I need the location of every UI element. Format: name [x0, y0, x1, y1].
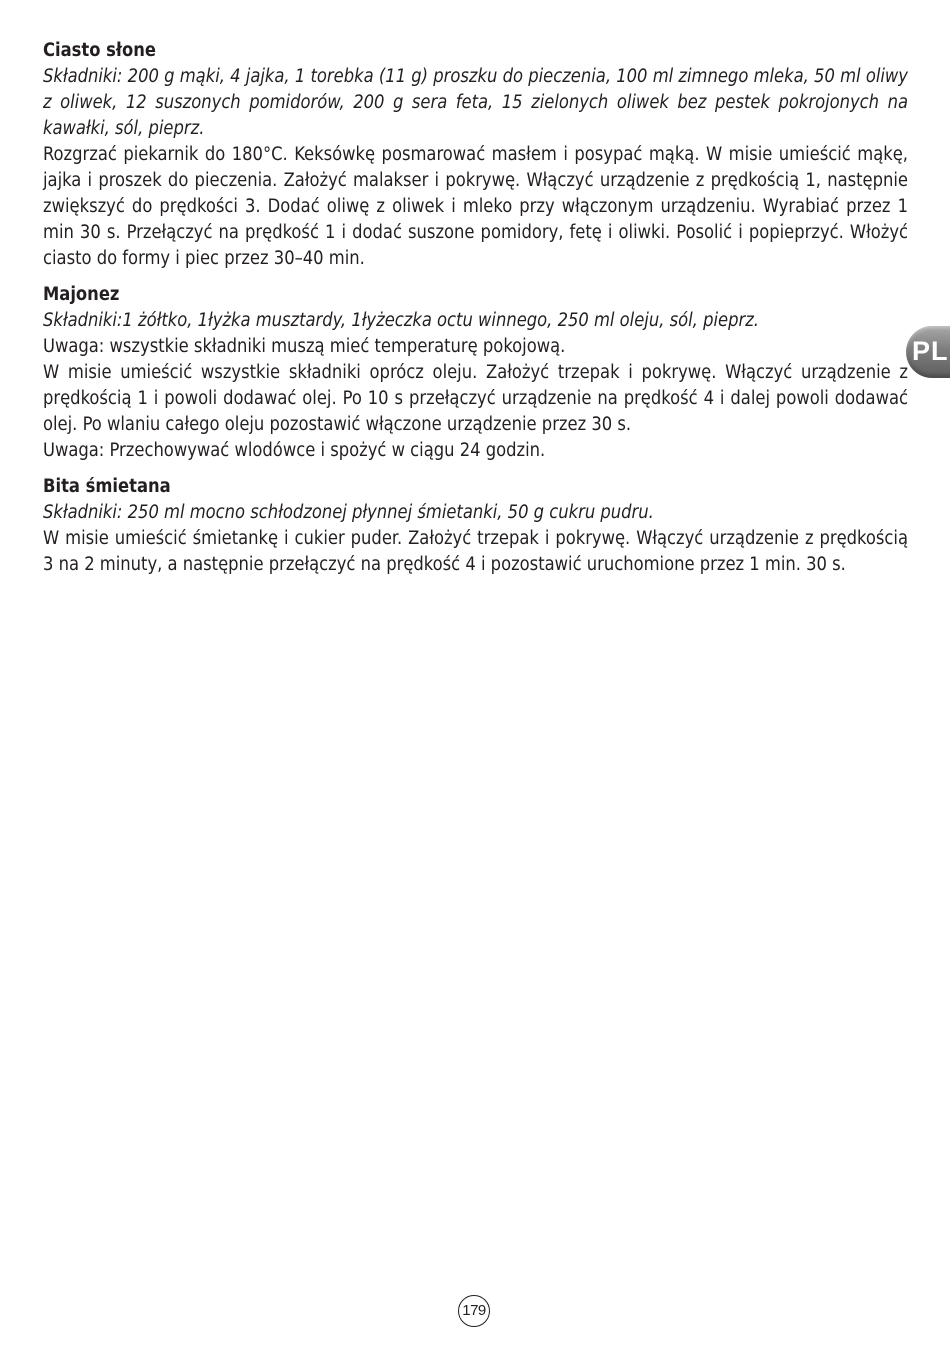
language-tab-label: PL: [912, 336, 949, 366]
instructions-paragraph: Rozgrzać piekarnik do 180°C. Keksówkę posmarować masłem i posypać mąką. W misie umieścić mąkę, jajka i proszek do pieczenia. Założyć malakser i pokrywę. Włączyć urządzenie z prędkością 1, następnie zwiększyć do prędkości 3. Dodać oliwę z oliwek i mleko przy włączonym urządzeniu. Wyrabiać przez 1 min 30 s. Przełączyć na prędkość 1 i dodać suszone pomidory, fetę i oliwki. Posolić i popieprzyć. Włożyć ciasto do formy i piec przez 30–40 min.: [43, 144, 908, 269]
recipe-section-majonez: [43, 282, 908, 464]
page-number: 179: [458, 1295, 490, 1327]
section-title: Majonez: [43, 284, 120, 305]
language-tab: [906, 326, 950, 378]
note-paragraph: Uwaga: Przechowywać wlodówce i spożyć w ciągu 24 godzin.: [43, 440, 546, 461]
ingredients-text: Składniki:1 żółtko, 1łyżka musztardy, 1łyżeczka octu winnego, 250 ml oleju, sól, pieprz.: [43, 310, 759, 331]
document-body: [43, 38, 908, 588]
note-paragraph: Uwaga: wszystkie składniki muszą mieć temperaturę pokojową.: [43, 336, 566, 357]
recipe-section-ciasto-slone: [43, 38, 908, 272]
recipe-section-bita-smietana: [43, 474, 908, 578]
instructions-paragraph: W misie umieścić wszystkie składniki oprócz oleju. Założyć trzepak i pokrywę. Włączyć urządzenie z prędkością 1 i powoli dodawać olej. Po 10 s przełączyć urządzenie na prędkość 4 i dalej powoli dodawać olej. Po wlaniu całego oleju pozostawić włączone urządzenie przez 30 s.: [43, 362, 908, 435]
ingredients-text: Składniki: 250 ml mocno schłodzonej płynnej śmietanki, 50 g cukru pudru.: [43, 502, 654, 523]
instructions-paragraph: W misie umieścić śmietankę i cukier puder. Założyć trzepak i pokrywę. Włączyć urządzenie z prędkością 3 na 2 minuty, a następnie przełączyć na prędkość 4 i pozostawić uruchomione przez 1 min. 30 s.: [43, 528, 908, 575]
section-title: Ciasto słone: [43, 40, 156, 61]
ingredients-text: Składniki: 200 g mąki, 4 jajka, 1 torebka (11 g) proszku do pieczenia, 100 ml zimnego mleka, 50 ml oliwy z oliwek, 12 suszonych pomidorów, 200 g sera feta, 15 zielonych oliwek bez pestek pokrojonych na kawałki, sól, pieprz.: [43, 66, 908, 139]
section-title: Bita śmietana: [43, 476, 171, 497]
